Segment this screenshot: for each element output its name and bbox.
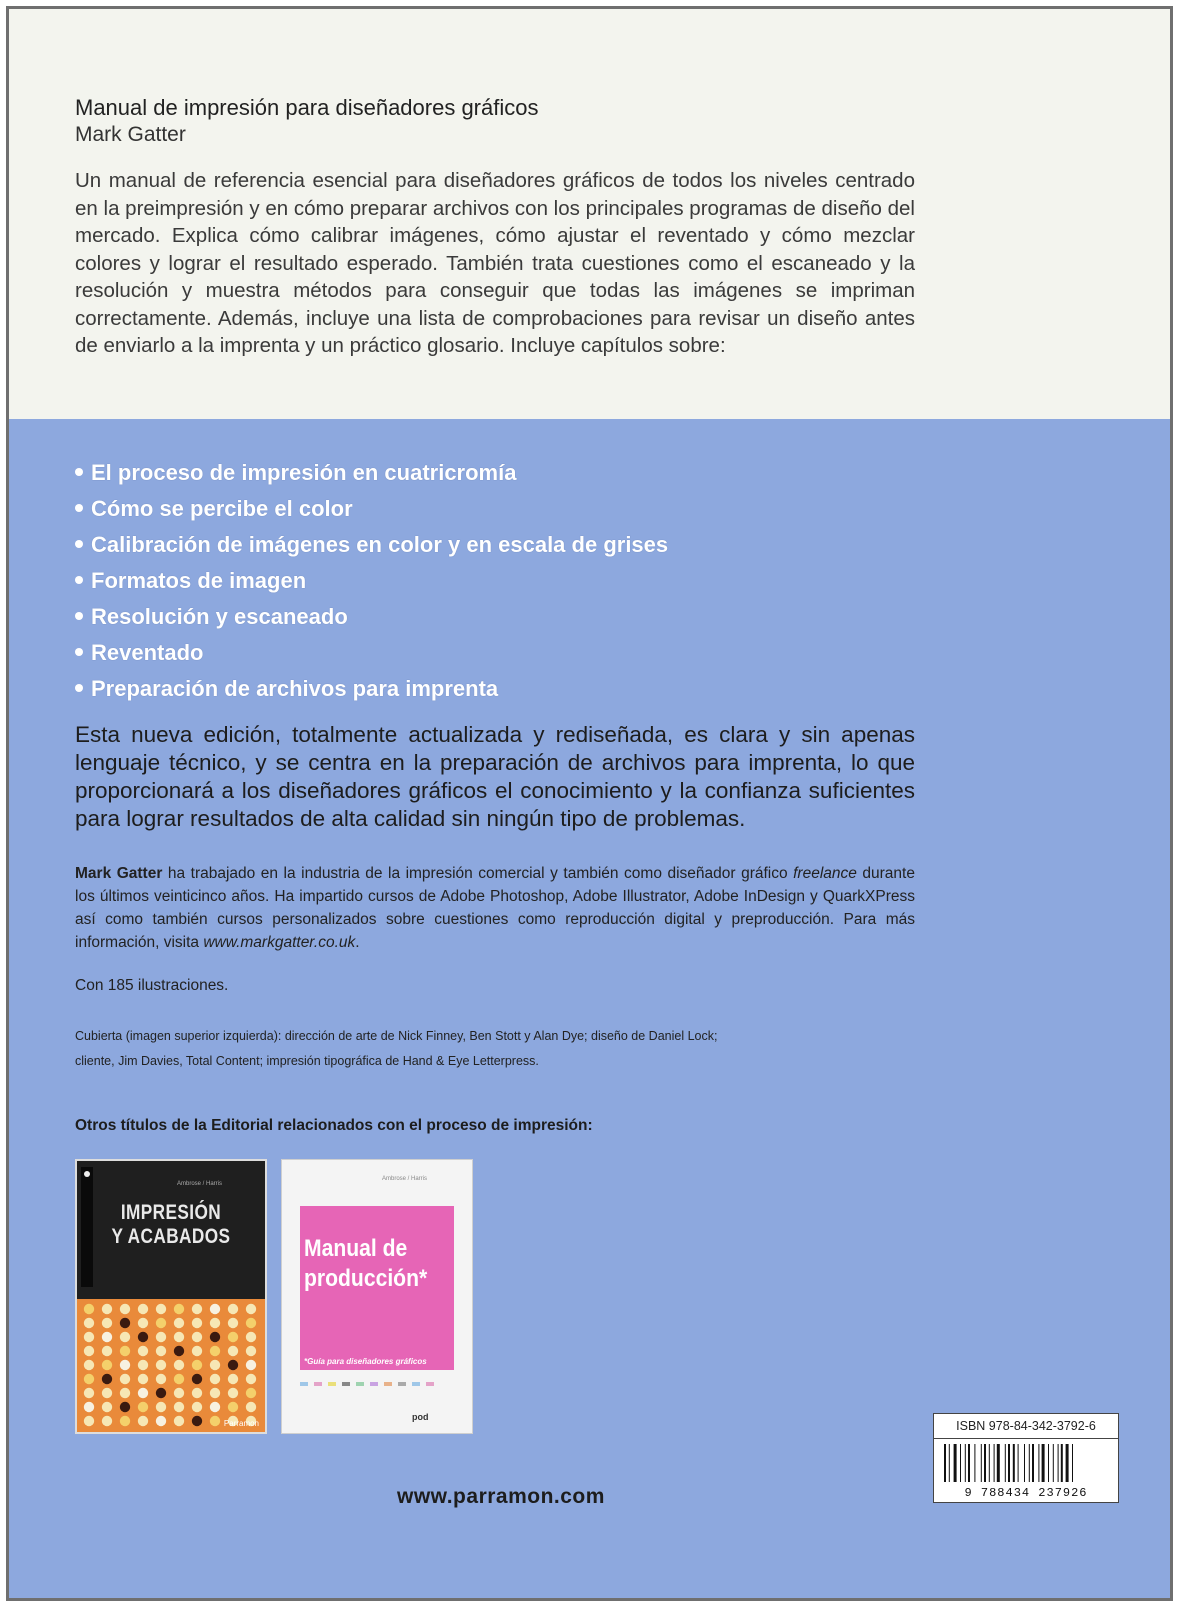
barcode-bar [984, 1444, 986, 1482]
grid-dot [138, 1388, 148, 1398]
grid-dot [102, 1360, 112, 1370]
barcode-bar [944, 1444, 946, 1482]
grid-dot [210, 1402, 220, 1412]
grid-dot [192, 1304, 202, 1314]
grid-dot [174, 1346, 184, 1356]
grid-dot [84, 1374, 94, 1384]
grid-dot [192, 1318, 202, 1328]
grid-dot [228, 1332, 238, 1342]
publisher-website: www.parramon.com [397, 1485, 605, 1508]
grid-dot [228, 1360, 238, 1370]
grid-dot [120, 1304, 130, 1314]
grid-dot [138, 1374, 148, 1384]
grid-dot [120, 1318, 130, 1328]
isbn-barcode-box [933, 1413, 1119, 1503]
grid-dot [174, 1416, 184, 1426]
grid-dot [192, 1346, 202, 1356]
grid-dot [120, 1332, 130, 1342]
barcode-bar [968, 1444, 970, 1482]
grid-dot [120, 1374, 130, 1384]
barcode-bar [1008, 1444, 1010, 1482]
author-bio: Mark Gatter ha trabajado en la industria de la impresión comercial y también como diseñador gráfico freelance durante los últimos veinticinco años. Ha impartido cursos de Adobe Photoshop, Adobe Illustrator, Adobe InDesign y QuarkXPress así como también cursos personalizados sobre cuestiones como reproducción digital y preproducción. Para más información, visita www.markgatter.co.uk. [75, 865, 915, 951]
grid-dot [174, 1304, 184, 1314]
grid-dot [156, 1360, 166, 1370]
grid-dot [138, 1416, 148, 1426]
barcode-bar [1072, 1444, 1073, 1482]
grid-dot [102, 1416, 112, 1426]
grid-dot [138, 1318, 148, 1328]
grid-dot [120, 1402, 130, 1412]
cover-credits [75, 1024, 895, 1074]
author-website: www.markgatter.co.uk [203, 934, 356, 951]
bullet-icon [75, 540, 83, 548]
grid-dot [120, 1416, 130, 1426]
related-book-impresion-y-acabados [75, 1159, 267, 1434]
grid-dot [228, 1388, 238, 1398]
chapter-item: Calibración de imágenes en color y en escala de grises [75, 527, 668, 563]
back-cover [6, 6, 1173, 1601]
grid-dot [246, 1360, 256, 1370]
grid-dot [246, 1374, 256, 1384]
barcode-bar [954, 1444, 957, 1482]
book-cover-title: IMPRESIÓN Y ACABADOS [111, 1201, 231, 1248]
grid-dot [156, 1402, 166, 1412]
grid-dot [210, 1304, 220, 1314]
chapter-item: Reventado [75, 635, 668, 671]
credit-line: Cubierta (imagen superior izquierda): dirección de arte de Nick Finney, Ben Stott y Alan Dye; diseño de Daniel Lock; [75, 1029, 718, 1043]
grid-dot [102, 1388, 112, 1398]
grid-dot [156, 1346, 166, 1356]
grid-dot [102, 1332, 112, 1342]
grid-dot [84, 1402, 94, 1412]
grid-dot [102, 1374, 112, 1384]
book-spine [81, 1167, 93, 1287]
grid-dot [84, 1416, 94, 1426]
grid-dot [210, 1388, 220, 1398]
grid-dot [246, 1332, 256, 1342]
grid-dot [192, 1416, 202, 1426]
grid-dot [228, 1402, 238, 1412]
grid-dot [120, 1360, 130, 1370]
grid-dot [156, 1388, 166, 1398]
book-author: Mark Gatter [75, 123, 186, 146]
chapter-item: Cómo se percibe el color [75, 491, 668, 527]
grid-dot [174, 1402, 184, 1412]
grid-dot [138, 1346, 148, 1356]
grid-dot [246, 1388, 256, 1398]
grid-dot [156, 1332, 166, 1342]
barcode-bar [1029, 1444, 1030, 1482]
grid-dot [84, 1318, 94, 1328]
grid-dot [246, 1304, 256, 1314]
chapter-list [75, 455, 668, 707]
publisher-logo: Parramon [223, 1419, 259, 1428]
grid-dot [138, 1304, 148, 1314]
grid-dot [156, 1318, 166, 1328]
barcode-bar [1018, 1444, 1019, 1482]
grid-dot [246, 1318, 256, 1328]
barcode-bar [960, 1444, 961, 1482]
grid-dot [174, 1318, 184, 1328]
grid-dot [120, 1388, 130, 1398]
edition-summary: Esta nueva edición, totalmente actualizada y rediseñada, es clara y sin apenas lenguaje técnico, y se centra en la preparación de archivos para imprenta, lo que proporcionará a los diseñadores gráficos el conocimiento y la confianza suficientes para lograr resultados de alta calidad sin ningún tipo de problemas. [75, 722, 915, 831]
dot-grid-svg [77, 1299, 265, 1432]
grid-dot [210, 1374, 220, 1384]
barcode-bar [965, 1444, 966, 1482]
book-cover-subtitle: *Guía para diseñadores gráficos [304, 1357, 427, 1366]
grid-dot [102, 1318, 112, 1328]
publisher-logo: pod [412, 1412, 429, 1422]
grid-dot [84, 1332, 94, 1342]
grid-dot [174, 1360, 184, 1370]
grid-dot [228, 1318, 238, 1328]
grid-dot [84, 1346, 94, 1356]
dot-grid-pattern [77, 1299, 265, 1432]
grid-dot [84, 1360, 94, 1370]
bullet-icon [75, 684, 83, 692]
grid-dot [192, 1388, 202, 1398]
barcode-bar [997, 1444, 1000, 1482]
barcode-bar [1024, 1444, 1025, 1482]
grid-dot [102, 1346, 112, 1356]
color-bar [300, 1382, 434, 1386]
credit-line: cliente, Jim Davies, Total Content; impresión tipográfica de Hand & Eye Letterpress. [75, 1054, 539, 1068]
grid-dot [246, 1402, 256, 1412]
book-cover-title: Manual de producción* [304, 1235, 428, 1292]
grid-dot [174, 1374, 184, 1384]
bullet-icon [75, 468, 83, 476]
barcode-bar [1013, 1444, 1015, 1482]
grid-dot [120, 1346, 130, 1356]
grid-dot [192, 1402, 202, 1412]
chapter-item: El proceso de impresión en cuatricromía [75, 455, 668, 491]
barcode-bar [1066, 1444, 1069, 1482]
grid-dot [102, 1402, 112, 1412]
grid-dot [210, 1318, 220, 1328]
grid-dot [102, 1304, 112, 1314]
illustrations-count: Con 185 ilustraciones. [75, 977, 229, 994]
barcode-bar [1048, 1444, 1049, 1482]
grid-dot [174, 1332, 184, 1342]
grid-dot [228, 1346, 238, 1356]
grid-dot [84, 1388, 94, 1398]
isbn-label: ISBN 978-84-342-3792-6 [934, 1414, 1118, 1439]
barcode-bar [1058, 1444, 1059, 1482]
barcode-icon [944, 1444, 1110, 1482]
barcode-bar [981, 1444, 982, 1482]
grid-dot [156, 1416, 166, 1426]
grid-dot [192, 1374, 202, 1384]
barcode-bar [1032, 1444, 1034, 1482]
grid-dot [228, 1374, 238, 1384]
grid-dot [156, 1374, 166, 1384]
bullet-icon [75, 576, 83, 584]
barcode-bar [1038, 1444, 1039, 1482]
isbn-digits: 9 788434 237926 [964, 1486, 1088, 1500]
grid-dot [210, 1416, 220, 1426]
related-titles-heading: Otros títulos de la Editorial relacionados con el proceso de impresión: [75, 1117, 593, 1134]
pink-cover-panel [300, 1206, 454, 1370]
grid-dot [174, 1388, 184, 1398]
barcode-bar [994, 1444, 995, 1482]
related-book-manual-de-produccion [281, 1159, 473, 1434]
barcode-bar [1053, 1444, 1054, 1482]
barcode-bar [1061, 1444, 1063, 1482]
chapter-item: Resolución y escaneado [75, 599, 668, 635]
grid-dot [246, 1346, 256, 1356]
grid-dot [138, 1360, 148, 1370]
author-bio-name: Mark Gatter [75, 865, 163, 882]
grid-dot [138, 1332, 148, 1342]
bullet-icon [75, 612, 83, 620]
chapter-item: Formatos de imagen [75, 563, 668, 599]
grid-dot [228, 1304, 238, 1314]
bullet-icon [75, 648, 83, 656]
book-authors: Ambrose / Harris [382, 1176, 428, 1182]
grid-dot [156, 1304, 166, 1314]
barcode-bar [989, 1444, 990, 1482]
book-authors: Ambrose / Harris [177, 1181, 223, 1187]
grid-dot [210, 1346, 220, 1356]
book-description: Un manual de referencia esencial para diseñadores gráficos de todos los niveles centrado en la preimpresión y en cómo preparar archivos con los principales programas de diseño del mercado. Explica cómo calibrar imágenes, cómo ajustar el reventado y cómo mezclar colores y lograr el resultado esperado. También trata cuestiones como el escaneado y la resolución y muestra métodos para conseguir que todas las imágenes se impriman correctamente. Además, incluye una lista de comprobaciones para revisar un diseño antes de enviarlo a la imprenta y un práctico glosario. Incluye capítulos sobre: [75, 169, 915, 357]
bullet-icon [75, 504, 83, 512]
grid-dot [210, 1332, 220, 1342]
grid-dot [138, 1402, 148, 1412]
book-title: Manual de impresión para diseñadores gráficos [75, 95, 539, 120]
barcode-bar [974, 1444, 975, 1482]
barcode-bar [1005, 1444, 1006, 1482]
grid-dot [192, 1360, 202, 1370]
barcode-bar [949, 1444, 950, 1482]
grid-dot [84, 1304, 94, 1314]
chapter-item: Preparación de archivos para imprenta [75, 671, 668, 707]
grid-dot [210, 1360, 220, 1370]
barcode-bar [1042, 1444, 1045, 1482]
grid-dot [192, 1332, 202, 1342]
